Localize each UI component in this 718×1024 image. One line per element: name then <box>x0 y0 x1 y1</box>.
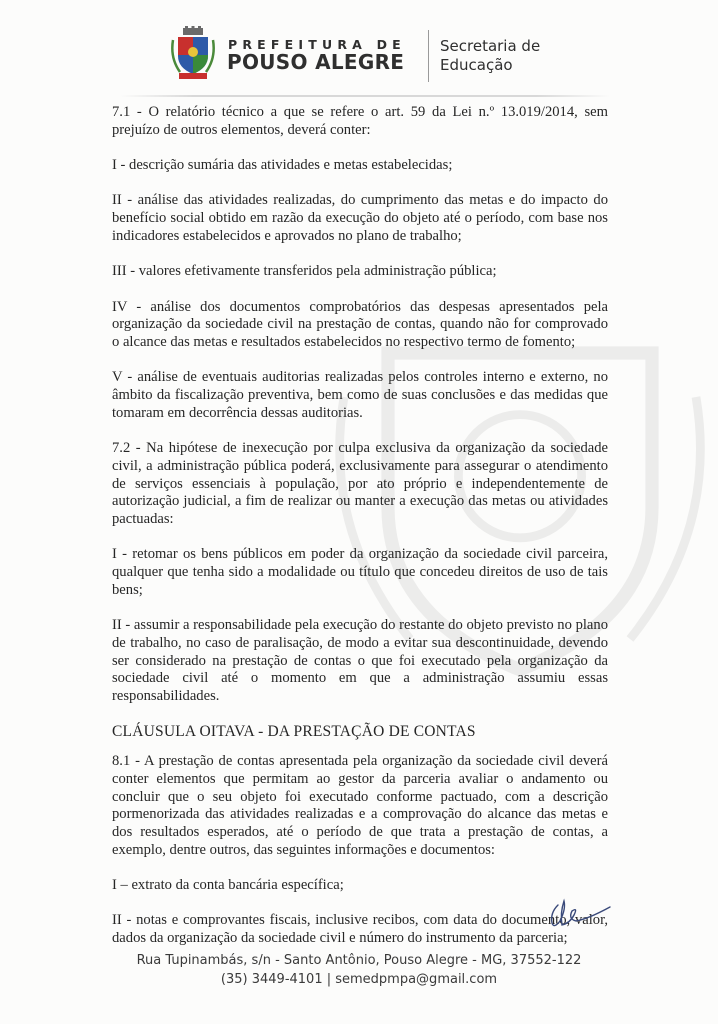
city-crest-logo <box>170 26 216 80</box>
clause-heading: CLÁUSULA OITAVA - DA PRESTAÇÃO DE CONTAS <box>112 723 476 741</box>
footer-contact: (35) 3449-4101 | semedpmpa@gmail.com <box>220 972 498 987</box>
paragraph-7-1: 7.1 - O relatório técnico a que se refere o art. 59 da Lei n.º 13.019/2014, sem prejuízo de outros elementos, deverá conter: <box>112 104 608 138</box>
paragraph-7-1-item-v: V - análise de eventuais auditorias realizadas pelos controles interno e externo, no âmbito da fiscalização preventiva, bem como de suas conclusões e das medidas que tomaram em decorrência dessas auditorias. <box>112 369 608 421</box>
department-label-line2: Educação <box>440 56 513 74</box>
header-divider <box>428 30 429 82</box>
paragraph-8-1: 8.1 - A prestação de contas apresentada pela organização da sociedade civil deverá conter elementos que permitam ao gestor da parceria avaliar o andamento ou concluir que o seu objeto foi executado conforme pactuado, com a descrição pormenorizada das atividades realizadas e a comprovação do alcance das metas e dos resultados esperados, até o período de que trata a prestação de contas, a exemplo, dentre outros, das seguintes informações e documentos: <box>112 753 608 858</box>
document-body <box>112 104 608 966</box>
paragraph-8-1-item-i: I – extrato da conta bancária específica; <box>112 877 344 894</box>
department-label-line1: Secretaria de <box>440 37 541 55</box>
paragraph-8-1-item-ii: II - notas e comprovantes fiscais, inclusive recibos, com data do documento, valor, dados da organização da sociedade civil e número do instrumento da parceria; <box>112 912 608 947</box>
header-separator <box>120 95 610 97</box>
city-name: POUSO ALEGRE <box>227 50 405 74</box>
paragraph-7-1-item-i: I - descrição sumária das atividades e metas estabelecidas; <box>112 157 453 174</box>
prefeitura-label: PREFEITURA DE <box>228 37 406 52</box>
paragraph-7-1-item-iii: III - valores efetivamente transferidos pela administração pública; <box>112 263 497 280</box>
paragraph-7-1-item-iv: IV - análise dos documentos comprobatórios das despesas apresentados pela organização da sociedade civil na prestação de contas, quando não for comprovado o alcance das metas e resultados estabelecidos no respectivo termo de fomento; <box>112 298 608 351</box>
page-header <box>0 0 718 98</box>
paragraph-7-1-item-ii: II - análise das atividades realizadas, do cumprimento das metas e do impacto do benefício social obtido em razão da execução do objeto até o período, com base nos indicadores estabelecidos e aprovados no plano de trabalho; <box>112 192 608 244</box>
paragraph-7-2-item-ii: II - assumir a responsabilidade pela execução do restante do objeto previsto no plano de trabalho, no caso de paralisação, de modo a evitar sua descontinuidade, devendo ser considerado na prestação de contas o que foi executado pela organização da sociedade civil até o momento em que a administração assumiu essas responsabilidades. <box>112 617 608 705</box>
paragraph-7-2: 7.2 - Na hipótese de inexecução por culpa exclusiva da organização da sociedade civil, a administração pública poderá, exclusivamente para assegurar o atendimento de serviços essenciais à população, por ato próprio e independentemente de autorização judicial, a fim de realizar ou manter a execução das metas ou atividades pactuadas: <box>112 440 608 528</box>
handwritten-initials <box>540 893 620 933</box>
footer-address: Rua Tupinambás, s/n - Santo Antônio, Pouso Alegre - MG, 37552-122 <box>136 953 582 968</box>
paragraph-7-2-item-i: I - retomar os bens públicos em poder da organização da sociedade civil parceira, qualquer que tenha sido a modalidade ou título que concedeu direitos de uso de tais bens; <box>112 546 608 598</box>
